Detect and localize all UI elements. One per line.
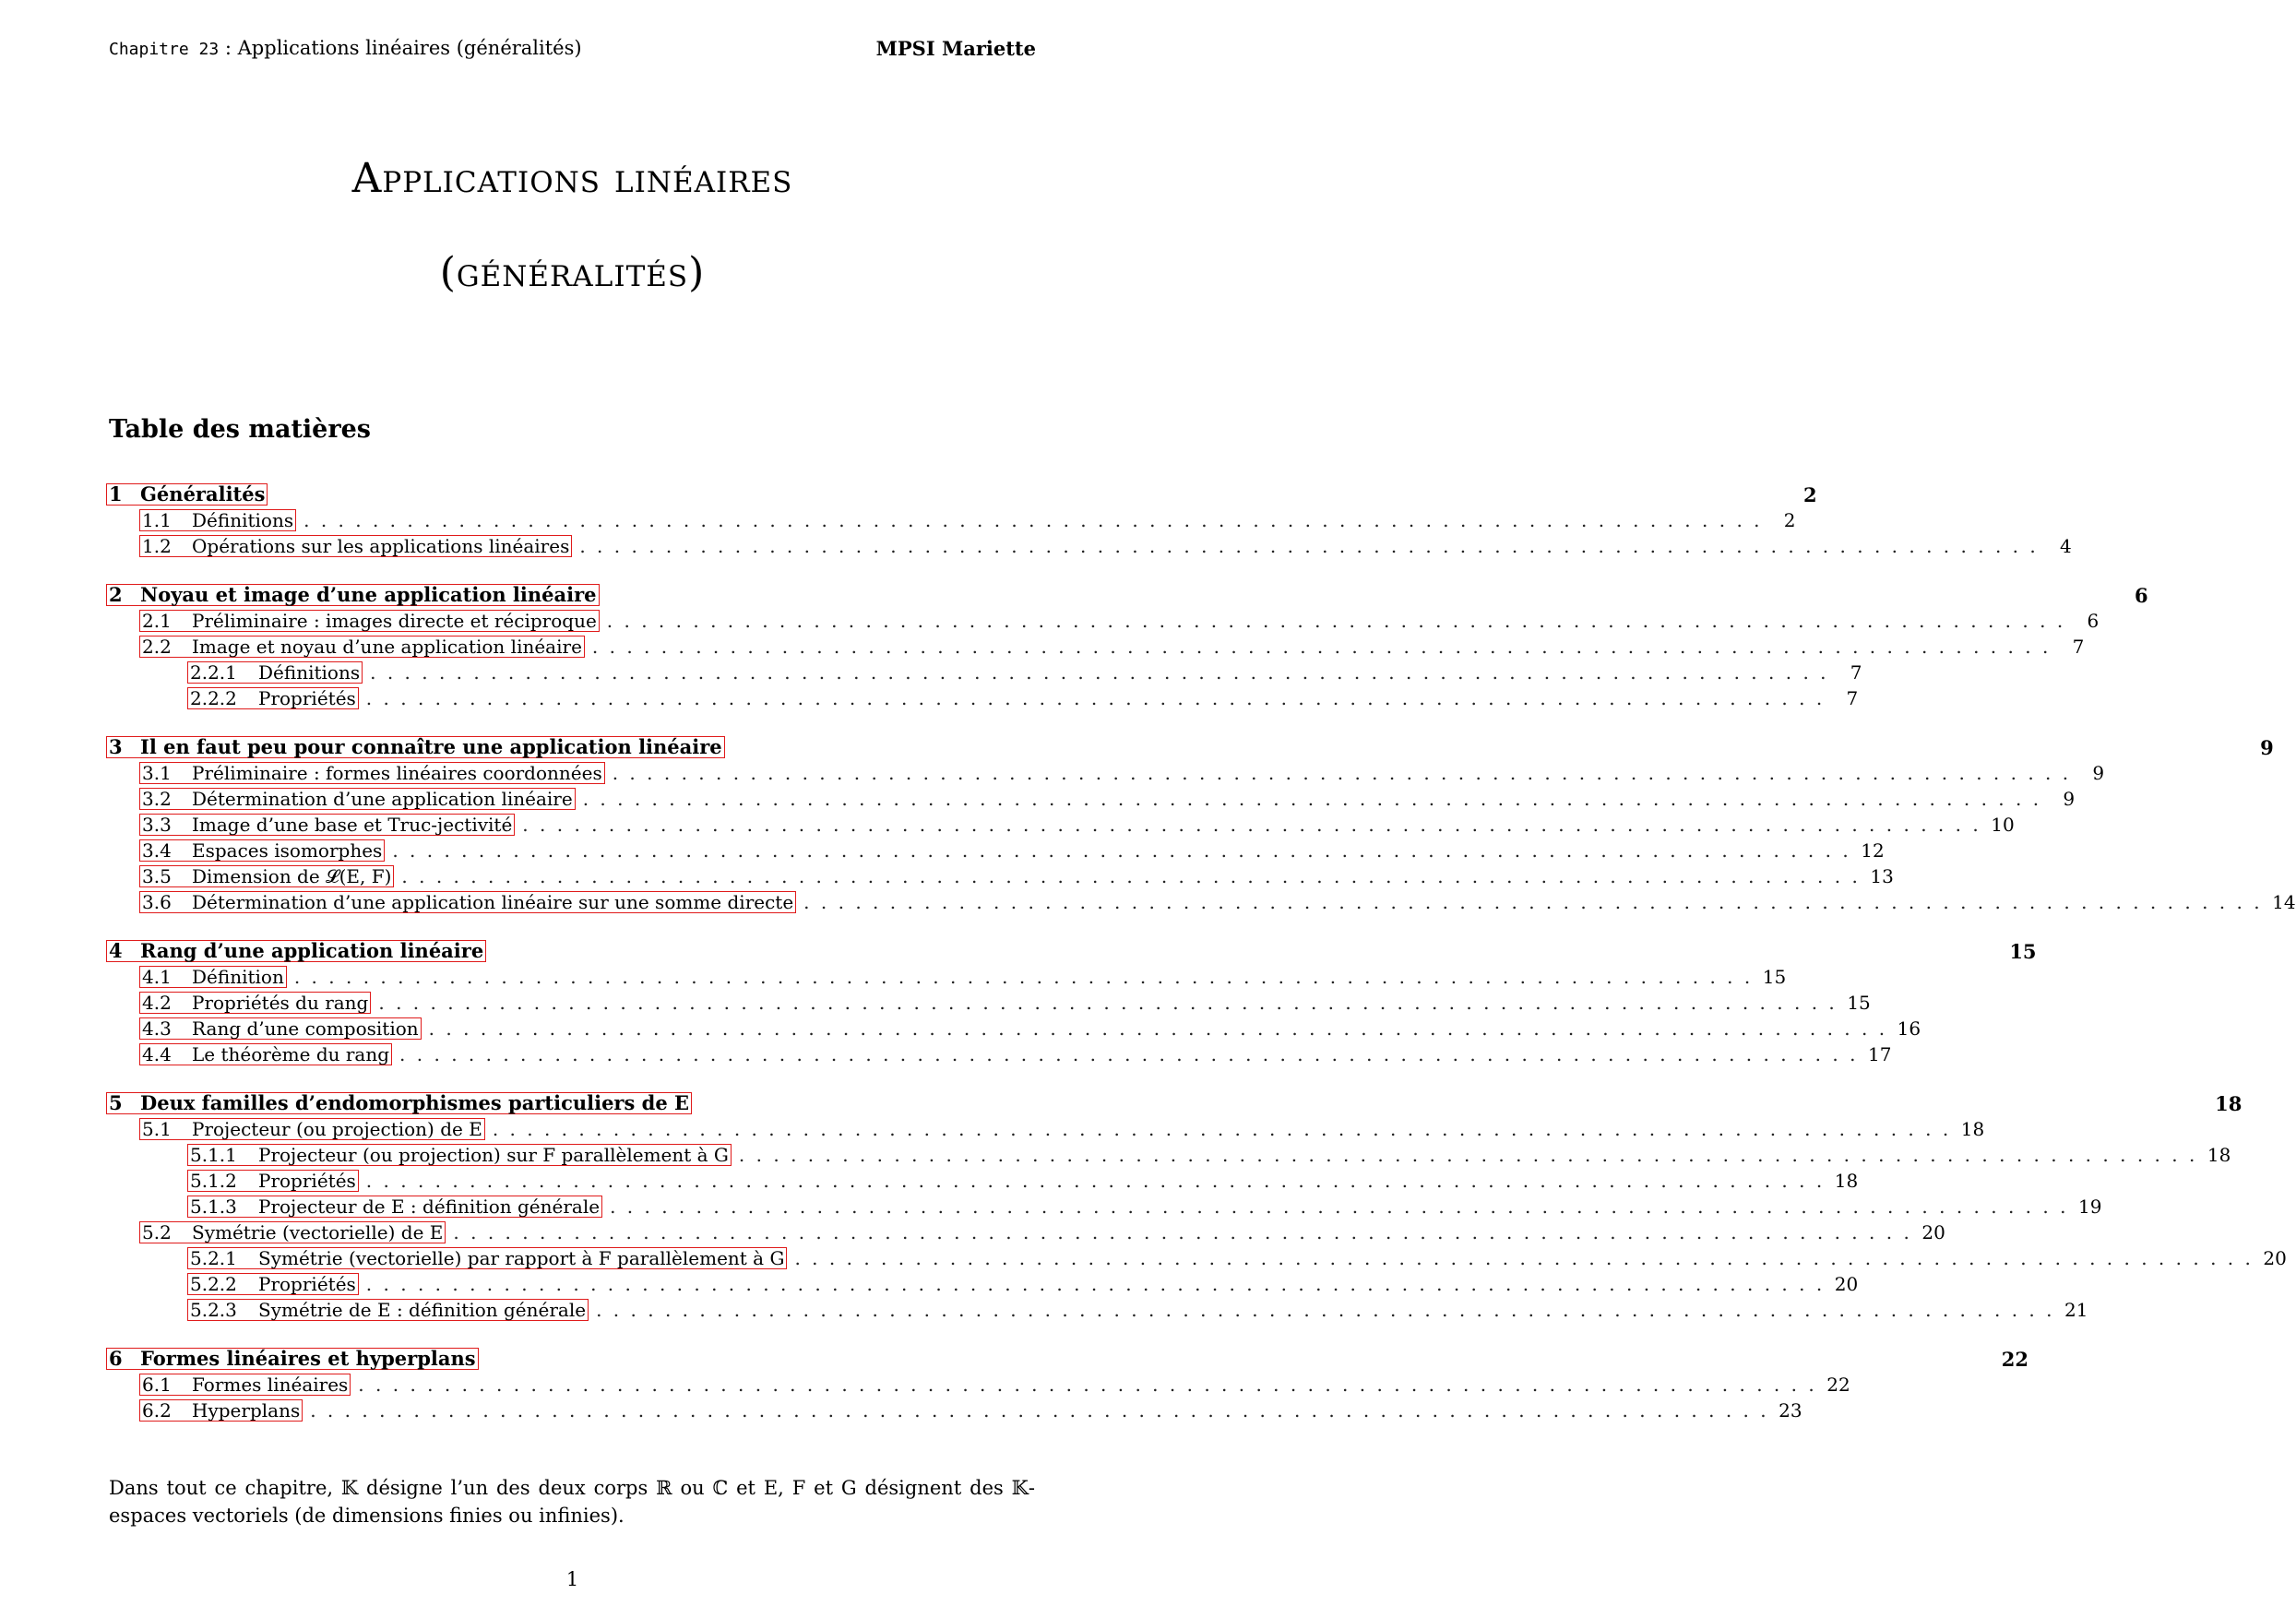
toc-entry-section[interactable]	[106, 482, 1817, 506]
toc-page-number: 18	[1960, 1118, 1985, 1140]
toc-entry-subsection[interactable]	[106, 890, 2296, 914]
toc-entry-subsection[interactable]	[106, 761, 2105, 785]
toc-title: Projecteur (ou projection) de E	[192, 1118, 482, 1140]
toc-page-number: 18	[2215, 1091, 2242, 1115]
toc-leader: . . . . . . . . . . . . . . . . . . . . . . . . . . . . . . . . . . . . . . . . . . . . . . . . . . . . . . . . . . . . . . . . . . . . . . . . . . . . . . . . . . . . .	[392, 839, 1851, 862]
toc-page-number: 2	[1802, 482, 1817, 506]
toc-entry-subsection[interactable]	[106, 864, 1894, 888]
toc-title: Symétrie de E : définition générale	[258, 1299, 587, 1321]
toc-title: Opérations sur les applications linéaires	[192, 535, 570, 557]
toc-leader: . . . . . . . . . . . . . . . . . . . . . . . . . . . . . . . . . . . . . . . . . . . . . . . . . . . . . . . . . . . . . . . . . . . . . . . . . . . . . . . . . . . . .	[370, 661, 1829, 684]
toc-page-number: 15	[2009, 939, 2037, 963]
toc-page-number: 22	[2001, 1347, 2028, 1371]
toc-link-box[interactable]	[139, 1118, 485, 1140]
toc-title: Image d’une base et Truc-jectivité	[192, 814, 513, 836]
toc-leader: . . . . . . . . . . . . . . . . . . . . . . . . . . . . . . . . . . . . . . . . . . . . . . . . . . . . . . . . . . . . . . . . . . . . . . . . . . . . . . . . . . . . .	[428, 1017, 1888, 1040]
toc-link-box[interactable]	[139, 814, 515, 836]
toc-entry-subsection[interactable]	[106, 1042, 1892, 1066]
toc-page-number: 6	[2135, 583, 2148, 607]
toc-link-box[interactable]	[139, 636, 585, 658]
document-title-line2: (généralités)	[439, 249, 706, 296]
toc-link-box[interactable]	[187, 1273, 359, 1295]
toc-page-number: 10	[1991, 814, 2015, 836]
toc-leader: . . . . . . . . . . . . . . . . . . . . . . . . . . . . . . . . . . . . . . . . . . . . . . . . . . . . . . . . . . . . . . . . . . . . . . . . . . . . . . . . . . . . .	[606, 610, 2066, 632]
toc-number: 4	[109, 939, 123, 962]
toc-entry-subsubsection[interactable]	[106, 1272, 1859, 1296]
toc-link-box[interactable]	[187, 1170, 359, 1192]
toc-link-box[interactable]	[106, 584, 600, 606]
toc-number: 4.2	[142, 992, 172, 1014]
toc-leader: . . . . . . . . . . . . . . . . . . . . . . . . . . . . . . . . . . . . . . . . . . . . . . . . . . . . . . . . . . . . . . . . . . . . . . . . . . . . . . . . . . . . .	[492, 1118, 1952, 1140]
toc-page-number: 12	[1861, 839, 1885, 862]
toc-link-box[interactable]	[139, 966, 287, 988]
toc-link-box[interactable]	[187, 1247, 787, 1269]
toc-entry-subsection[interactable]	[106, 1017, 1921, 1041]
toc-title: Propriétés du rang	[192, 992, 369, 1014]
toc-leader: . . . . . . . . . . . . . . . . . . . . . . . . . . . . . . . . . . . . . . . . . . . . . . . . . . . . . . . . . . . . . . . . . . . . . . . . . . . . . . . . . . . . .	[522, 814, 1981, 836]
toc-number: 5.2.1	[190, 1247, 237, 1269]
toc-leader: . . . . . . . . . . . . . . . . . . . . . . . . . . . . . . . . . . . . . . . . . . . . . . . . . . . . . . . . . . . . . . . . . . . . . . . . . . . . . . . . . . . . .	[579, 535, 2039, 557]
toc-link-box[interactable]	[139, 865, 394, 887]
toc-title: Espaces isomorphes	[192, 839, 383, 862]
toc-link-box[interactable]	[139, 1374, 351, 1396]
running-header-chapter	[109, 37, 582, 59]
toc-entry-subsection[interactable]	[106, 534, 2072, 558]
toc-number: 3.4	[142, 839, 172, 862]
toc-number: 5.1.2	[190, 1170, 237, 1192]
toc-title: Définitions	[192, 509, 294, 531]
toc-leader: . . . . . . . . . . . . . . . . . . . . . . . . . . . . . . . . . . . . . . . . . . . . . . . . . . . . . . . . . . . . . . . . . . . . . . . . . . . . . . . . . . . . .	[794, 1247, 2254, 1269]
toc-title: Préliminaire : formes linéaires coordonnées	[192, 762, 602, 784]
toc-entry-subsection[interactable]	[106, 1373, 1850, 1397]
toc-number: 4.4	[142, 1043, 172, 1065]
toc-entry-subsection[interactable]	[106, 991, 1871, 1015]
document-title-line1: Applications linéaires	[351, 155, 793, 202]
toc-entry-subsubsection[interactable]	[106, 686, 1859, 710]
toc-entry-subsection[interactable]	[106, 965, 1787, 989]
toc-page-number: 18	[2207, 1144, 2231, 1166]
toc-number: 5	[109, 1091, 123, 1114]
toc-title: Hyperplans	[192, 1399, 301, 1422]
toc-title: Projecteur de E : définition générale	[258, 1196, 601, 1218]
toc-link-box[interactable]	[139, 839, 385, 862]
toc-number: 6	[109, 1347, 123, 1370]
toc-leader: . . . . . . . . . . . . . . . . . . . . . . . . . . . . . . . . . . . . . . . . . . . . . . . . . . . . . . . . . . . . . . . . . . . . . . . . . . . . . . . . . . . . .	[582, 788, 2042, 810]
toc-page-number: 9	[2063, 788, 2076, 810]
toc-link-box[interactable]	[139, 1043, 392, 1065]
toc-page-number: 9	[2260, 735, 2274, 759]
toc-link-box[interactable]	[139, 535, 572, 557]
toc-page-number: 20	[1921, 1221, 1945, 1243]
toc-heading: Table des matières	[109, 415, 371, 444]
toc-link-box[interactable]	[106, 940, 486, 962]
toc-entry-subsection[interactable]	[106, 1220, 1945, 1244]
toc-entry-subsection[interactable]	[106, 609, 2100, 633]
toc-title: Préliminaire : images directe et réciproque	[192, 610, 597, 632]
toc-page-number: 23	[1779, 1399, 1802, 1422]
toc-entry-section[interactable]	[106, 1347, 2028, 1371]
toc-link-box[interactable]	[139, 610, 600, 632]
toc-title: Projecteur (ou projection) sur F parallèlement à G	[258, 1144, 729, 1166]
toc-page-number: 9	[2092, 762, 2105, 784]
toc-page-number: 15	[1762, 966, 1787, 988]
toc-page-number: 14	[2272, 891, 2296, 913]
toc-link-box[interactable]	[139, 509, 296, 531]
toc-link-box[interactable]	[187, 661, 363, 684]
chapter-label: Chapitre 23	[109, 40, 220, 59]
toc-entry-subsubsection[interactable]	[106, 1195, 2102, 1219]
toc-leader: . . . . . . . . . . . . . . . . . . . . . . . . . . . . . . . . . . . . . . . . . . . . . . . . . . . . . . . . . . . . . . . . . . . . . . . . . . . . . . . . . . . . .	[738, 1144, 2198, 1166]
toc-entry-subsection[interactable]	[106, 635, 2085, 659]
toc-leader: . . . . . . . . . . . . . . . . . . . . . . . . . . . . . . . . . . . . . . . . . . . . . . . . . . . . . . . . . . . . . . . . . . . . . . . . . . . . . . . . . . . . .	[596, 1299, 2055, 1321]
toc-title: Il en faut peu pour connaître une application linéaire	[140, 735, 722, 758]
toc-title: Noyau et image d’une application linéaire	[140, 583, 597, 606]
toc-entry-section[interactable]	[106, 1091, 2242, 1115]
toc-entry-subsubsection[interactable]	[106, 1298, 2088, 1322]
toc-title: Symétrie (vectorielle) par rapport à F parallèlement à G	[258, 1247, 785, 1269]
toc-number: 2.2	[142, 636, 172, 658]
toc-link-box[interactable]	[187, 687, 359, 709]
toc-entry-subsubsection[interactable]	[106, 660, 1862, 684]
toc-leader: . . . . . . . . . . . . . . . . . . . . . . . . . . . . . . . . . . . . . . . . . . . . . . . . . . . . . . . . . . . . . . . . . . . . . . . . . . . . . . . . . . . . .	[310, 1399, 1769, 1422]
toc-number: 4.3	[142, 1017, 172, 1040]
toc-number: 1.2	[142, 535, 172, 557]
toc-entry-subsection[interactable]	[106, 508, 1796, 532]
toc-page-number: 16	[1897, 1017, 1921, 1040]
toc-number: 3	[109, 735, 123, 758]
toc-entry-section[interactable]	[106, 939, 2037, 963]
toc-entry-subsection[interactable]	[106, 1117, 1985, 1141]
toc-link-box[interactable]	[187, 1299, 589, 1321]
toc-title: Propriétés	[258, 1273, 356, 1295]
toc-leader: . . . . . . . . . . . . . . . . . . . . . . . . . . . . . . . . . . . . . . . . . . . . . . . . . . . . . . . . . . . . . . . . . . . . . . . . . . . . . . . . . . . . .	[378, 992, 1838, 1014]
toc-leader: . . . . . . . . . . . . . . . . . . . . . . . . . . . . . . . . . . . . . . . . . . . . . . . . . . . . . . . . . . . . . . . . . . . . . . . . . . . . . . . . . . . . .	[303, 509, 1763, 531]
page-number: 1	[565, 1568, 579, 1590]
toc-link-box[interactable]	[187, 1144, 732, 1166]
toc-number: 5.2	[142, 1221, 172, 1243]
toc-number: 1	[109, 482, 123, 506]
toc-leader: . . . . . . . . . . . . . . . . . . . . . . . . . . . . . . . . . . . . . . . . . . . . . . . . . . . . . . . . . . . . . . . . . . . . . . . . . . . . . . . . . . . . .	[401, 865, 1861, 887]
toc-link-box[interactable]	[139, 788, 576, 810]
toc-page-number: 17	[1868, 1043, 1892, 1065]
toc-title: Rang d’une application linéaire	[140, 939, 484, 962]
toc-title: Détermination d’une application linéaire	[192, 788, 573, 810]
toc-title: Rang d’une composition	[192, 1017, 419, 1040]
toc-number: 3.5	[142, 865, 172, 887]
toc-title: Formes linéaires et hyperplans	[140, 1347, 476, 1370]
toc-number: 4.1	[142, 966, 172, 988]
toc-page-number: 4	[2060, 535, 2072, 557]
toc-leader: . . . . . . . . . . . . . . . . . . . . . . . . . . . . . . . . . . . . . . . . . . . . . . . . . . . . . . . . . . . . . . . . . . . . . . . . . . . . . . . . . . . . .	[612, 762, 2072, 784]
toc-number: 3.2	[142, 788, 172, 810]
toc-entry-subsubsection[interactable]	[106, 1169, 1859, 1193]
toc-title: Deux familles d’endomorphismes particuliers de E	[140, 1091, 689, 1114]
toc-entry-subsubsection[interactable]	[106, 1143, 2231, 1167]
toc-leader: . . . . . . . . . . . . . . . . . . . . . . . . . . . . . . . . . . . . . . . . . . . . . . . . . . . . . . . . . . . . . . . . . . . . . . . . . . . . . . . . . . . . .	[453, 1221, 1912, 1243]
toc-page-number: 22	[1826, 1374, 1850, 1396]
toc-number: 5.2.2	[190, 1273, 237, 1295]
toc-number: 3.3	[142, 814, 172, 836]
toc-number: 5.2.3	[190, 1299, 237, 1321]
toc-title: Symétrie (vectorielle) de E	[192, 1221, 444, 1243]
toc-link-box[interactable]	[106, 1092, 692, 1114]
toc-page-number: 18	[1834, 1170, 1859, 1192]
toc-number: 2.2.1	[190, 661, 237, 684]
toc-page-number: 7	[2072, 636, 2085, 658]
toc-leader: . . . . . . . . . . . . . . . . . . . . . . . . . . . . . . . . . . . . . . . . . . . . . . . . . . . . . . . . . . . . . . . . . . . . . . . . . . . . . . . . . . . . .	[365, 1273, 1826, 1295]
toc-title: Propriétés	[258, 1170, 356, 1192]
toc-page-number: 20	[2263, 1247, 2287, 1269]
toc-leader: . . . . . . . . . . . . . . . . . . . . . . . . . . . . . . . . . . . . . . . . . . . . . . . . . . . . . . . . . . . . . . . . . . . . . . . . . . . . . . . . . . . . .	[399, 1043, 1859, 1065]
toc-title: Le théorème du rang	[192, 1043, 390, 1065]
toc-link-box[interactable]	[139, 891, 796, 913]
toc-number: 3.6	[142, 891, 172, 913]
toc-leader: . . . . . . . . . . . . . . . . . . . . . . . . . . . . . . . . . . . . . . . . . . . . . . . . . . . . . . . . . . . . . . . . . . . . . . . . . . . . . . . . . . . . .	[610, 1196, 2069, 1218]
toc-title: Dimension de 𝓛(E, F)	[192, 865, 392, 887]
toc-link-box[interactable]	[139, 1399, 303, 1422]
toc-number: 6.2	[142, 1399, 172, 1422]
toc-number: 5.1.3	[190, 1196, 237, 1218]
toc-link-box[interactable]	[139, 1221, 446, 1243]
toc-link-box[interactable]	[139, 762, 605, 784]
toc-entry-section[interactable]	[106, 735, 2274, 759]
toc-title: Formes linéaires	[192, 1374, 349, 1396]
toc-entry-subsection[interactable]	[106, 839, 1885, 863]
toc-leader: . . . . . . . . . . . . . . . . . . . . . . . . . . . . . . . . . . . . . . . . . . . . . . . . . . . . . . . . . . . . . . . . . . . . . . . . . . . . . . . . . . . . .	[365, 1170, 1826, 1192]
toc-link-box[interactable]	[106, 483, 268, 506]
toc-page-number: 7	[1846, 687, 1859, 709]
toc-leader: . . . . . . . . . . . . . . . . . . . . . . . . . . . . . . . . . . . . . . . . . . . . . . . . . . . . . . . . . . . . . . . . . . . . . . . . . . . . . . . . . . . . .	[591, 636, 2052, 658]
toc-number: 6.1	[142, 1374, 172, 1396]
toc-title: Détermination d’une application linéaire sur une somme directe	[192, 891, 794, 913]
toc-page-number: 20	[1834, 1273, 1859, 1295]
toc-leader: . . . . . . . . . . . . . . . . . . . . . . . . . . . . . . . . . . . . . . . . . . . . . . . . . . . . . . . . . . . . . . . . . . . . . . . . . . . . . . . . . . . . .	[803, 891, 2263, 913]
toc-link-box[interactable]	[187, 1196, 602, 1218]
toc-leader: . . . . . . . . . . . . . . . . . . . . . . . . . . . . . . . . . . . . . . . . . . . . . . . . . . . . . . . . . . . . . . . . . . . . . . . . . . . . . . . . . . . . .	[293, 966, 1754, 988]
toc-link-box[interactable]	[106, 736, 725, 758]
toc-page-number: 6	[2087, 610, 2100, 632]
toc-link-box[interactable]	[106, 1348, 479, 1370]
toc-number: 2.2.2	[190, 687, 237, 709]
intro-paragraph: Dans tout ce chapitre, 𝕂 désigne l’un des deux corps ℝ ou ℂ et E, F et G désignent des 𝕂-espaces vectoriels (de dimensions finies ou infinies).	[109, 1477, 1035, 1527]
running-header-author: MPSI Mariette	[875, 37, 1036, 60]
toc-entry-subsubsection[interactable]	[106, 1246, 2287, 1270]
toc-entry-subsection[interactable]	[106, 813, 2015, 837]
toc-number: 2	[109, 583, 123, 606]
toc-title: Image et noyau d’une application linéaire	[192, 636, 582, 658]
toc-title: Définitions	[258, 661, 361, 684]
toc-page-number: 15	[1847, 992, 1871, 1014]
toc-page-number: 13	[1870, 865, 1894, 887]
toc-page-number: 21	[2064, 1299, 2088, 1321]
toc-title: Propriétés	[258, 687, 356, 709]
toc-number: 3.1	[142, 762, 172, 784]
toc-title: Définition	[192, 966, 284, 988]
toc-title: Généralités	[140, 482, 266, 506]
toc-entry-subsection[interactable]	[106, 1398, 1802, 1422]
toc-number: 5.1	[142, 1118, 172, 1140]
toc-entry-section[interactable]	[106, 583, 2148, 607]
chapter-title: : Applications linéaires (généralités)	[219, 37, 582, 59]
toc-leader: . . . . . . . . . . . . . . . . . . . . . . . . . . . . . . . . . . . . . . . . . . . . . . . . . . . . . . . . . . . . . . . . . . . . . . . . . . . . . . . . . . . . .	[358, 1374, 1817, 1396]
toc-link-box[interactable]	[139, 1017, 422, 1040]
toc-entry-subsection[interactable]	[106, 787, 2076, 811]
toc-leader: . . . . . . . . . . . . . . . . . . . . . . . . . . . . . . . . . . . . . . . . . . . . . . . . . . . . . . . . . . . . . . . . . . . . . . . . . . . . . . . . . . . . .	[365, 687, 1826, 709]
toc-link-box[interactable]	[139, 992, 371, 1014]
toc-number: 2.1	[142, 610, 172, 632]
toc-page-number: 2	[1783, 509, 1796, 531]
toc-number: 5.1.1	[190, 1144, 237, 1166]
toc-page-number: 7	[1850, 661, 1862, 684]
toc-number: 1.1	[142, 509, 172, 531]
toc-page-number: 19	[2078, 1196, 2102, 1218]
